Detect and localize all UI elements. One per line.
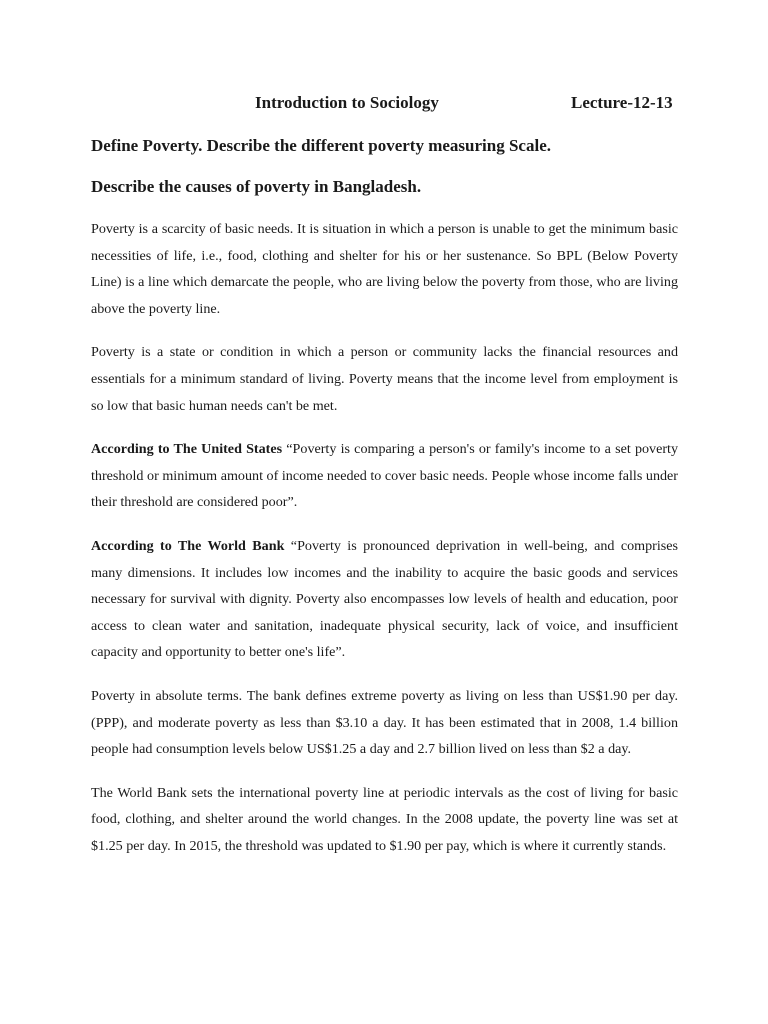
- lecture-number: Lecture-12-13: [571, 93, 673, 112]
- paragraph: [91, 216, 678, 322]
- paragraph: [91, 683, 678, 763]
- paragraph-text: Poverty is a state or condition in which a person or community lacks the financial resources and essentials for a minimum standard of living. Poverty means that the income level from employment is so low that basic human needs can't be met.: [91, 344, 678, 414]
- paragraph-text: “Poverty is comparing a person's or family's income to a set poverty threshold or minimum amount of income needed to cover basic needs. People whose income falls under their threshold are considered poor”.: [91, 441, 678, 511]
- document-body: [91, 216, 678, 876]
- paragraph-text: Poverty in absolute terms. The bank defines extreme poverty as living on less than US$1.90 per day. (PPP), and moderate poverty as less than $3.10 a day. It has been estimated that in 2008, 1.4 billion people had consumption levels below US$1.25 a day and 2.7 billion lived on less than $2 a day.: [91, 687, 678, 758]
- paragraph-lead: According to The World Bank: [91, 537, 285, 554]
- paragraph: [91, 436, 678, 516]
- document-header: [0, 93, 768, 115]
- question-heading: Describe the causes of poverty in Bangladesh.: [91, 177, 422, 196]
- paragraph: [91, 533, 678, 666]
- paragraph: [91, 339, 678, 419]
- paragraph-text: Poverty is a scarcity of basic needs. It is situation in which a person is unable to get the minimum basic necessities of life, i.e., food, clothing and shelter for his or her sustenance. So BPL (Below Poverty Line) is a line which demarcate the people, who are living below the poverty from those, who are living above the poverty line.: [91, 221, 678, 317]
- course-title: Introduction to Sociology: [255, 93, 439, 112]
- paragraph-text: “Poverty is pronounced deprivation in well-being, and comprises many dimensions. It includes low incomes and the inability to acquire the basic goods and services necessary for survival with dignity. Poverty also encompasses low levels of health and education, poor access to clean water and sanitation, inadequate physical security, lack of voice, and insufficient capacity and opportunity to better one's life”.: [91, 537, 679, 661]
- question-heading: Define Poverty. Describe the different poverty measuring Scale.: [91, 136, 551, 155]
- paragraph: [91, 780, 678, 860]
- paragraph-lead: According to The United States: [91, 441, 283, 458]
- paragraph-text: The World Bank sets the international poverty line at periodic intervals as the cost of living for basic food, clothing, and shelter around the world changes. In the 2008 update, the poverty line was set at $1.25 per day. In 2015, the threshold was updated to $1.90 per pay, which is where it currently stands.: [91, 784, 678, 854]
